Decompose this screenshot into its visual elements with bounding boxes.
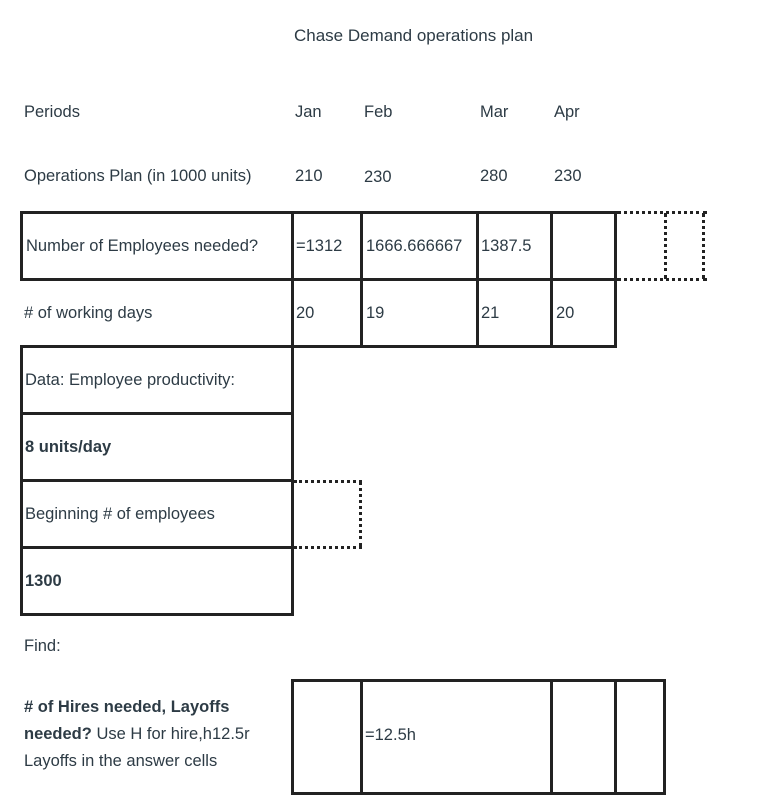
period-mar: Mar xyxy=(480,103,509,121)
beginning-employees-answer-cell[interactable] xyxy=(294,483,358,545)
operations-plan-mar: 280 xyxy=(480,167,508,185)
operations-plan-apr: 230 xyxy=(554,167,582,185)
answer-cell-apr[interactable] xyxy=(617,682,663,792)
periods-label: Periods xyxy=(24,103,80,121)
working-days-mar[interactable]: 21 xyxy=(481,303,500,322)
dotted-border xyxy=(617,211,707,214)
dotted-border xyxy=(617,278,707,281)
working-days-apr[interactable]: 20 xyxy=(556,303,575,322)
find-question-line-2: Use H for hire,h12.5r xyxy=(91,725,250,743)
answer-cell-mar[interactable] xyxy=(553,682,614,792)
answer-cell-jan[interactable] xyxy=(294,682,360,792)
page-title: Chase Demand operations plan xyxy=(294,26,534,45)
dotted-border xyxy=(664,213,667,279)
answer-cell-feb[interactable]: =12.5h xyxy=(365,725,416,744)
employees-needed-mar[interactable]: 1387.5 xyxy=(481,236,532,255)
productivity-label: Data: Employee productivity: xyxy=(25,370,236,389)
period-apr: Apr xyxy=(554,103,580,121)
grid-line xyxy=(292,345,617,348)
operations-plan-jan: 210 xyxy=(295,167,323,185)
employees-needed-label: Number of Employees needed? xyxy=(26,236,259,255)
find-question-line-3: Layoffs in the answer cells xyxy=(24,752,218,770)
find-question-line-2-bold: needed? xyxy=(24,725,92,743)
grid-line xyxy=(20,613,294,616)
find-label: Find: xyxy=(24,637,61,655)
employees-needed-feb[interactable]: 1666.666667 xyxy=(366,236,463,255)
productivity-value: 8 units/day xyxy=(25,437,112,456)
find-question xyxy=(24,694,284,775)
beginning-employees-label: Beginning # of employees xyxy=(25,504,215,523)
operations-plan-label: Operations Plan (in 1000 units) xyxy=(24,167,252,185)
operations-plan-feb: 230 xyxy=(364,168,392,186)
working-days-label: # of working days xyxy=(24,303,153,322)
working-days-jan[interactable]: 20 xyxy=(296,303,315,322)
beginning-employees-value: 1300 xyxy=(25,571,62,590)
employees-needed-jan[interactable]: =1312 xyxy=(296,236,343,255)
employees-needed-apr[interactable] xyxy=(553,214,614,278)
dotted-border xyxy=(359,481,362,547)
find-question-line-1: # of Hires needed, Layoffs xyxy=(24,698,230,716)
dotted-border xyxy=(294,546,362,549)
period-feb: Feb xyxy=(364,103,393,121)
dotted-border xyxy=(702,213,705,279)
period-jan: Jan xyxy=(295,103,322,121)
working-days-feb[interactable]: 19 xyxy=(366,303,385,322)
